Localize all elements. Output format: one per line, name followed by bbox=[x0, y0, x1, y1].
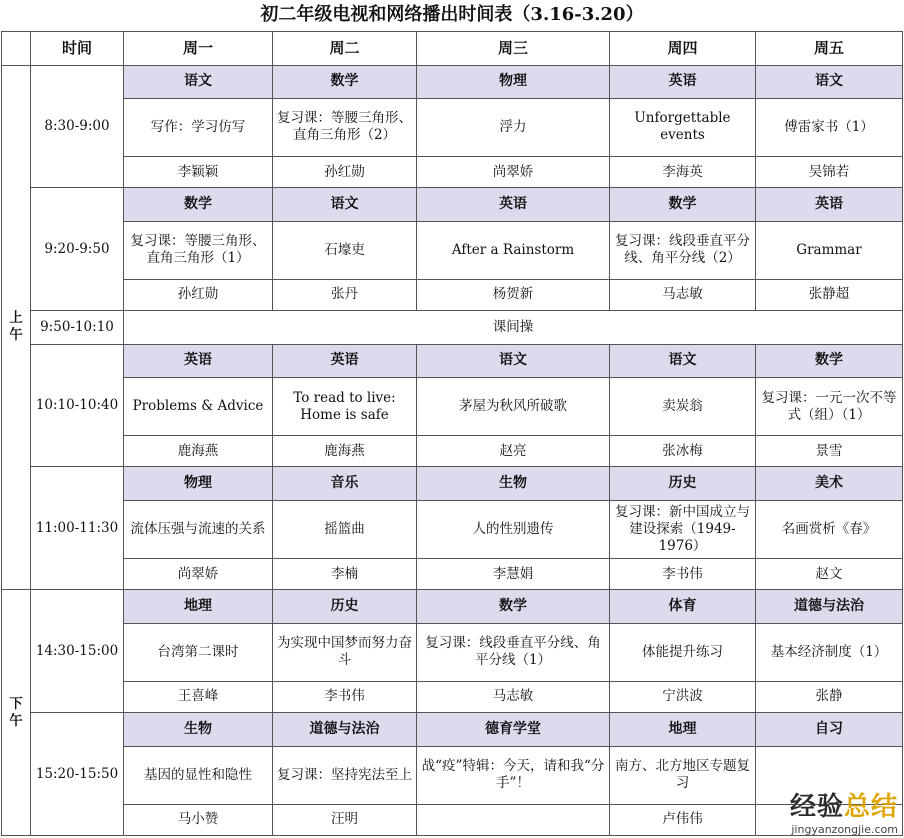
topic-cell: 石壕吏 bbox=[273, 221, 417, 279]
teacher-cell: 马志敏 bbox=[417, 681, 610, 712]
topic-row bbox=[2, 99, 903, 157]
teacher-cell: 李慧娟 bbox=[417, 558, 610, 589]
page-title: 初二年级电视和网络播出时间表（3.16-3.20） bbox=[260, 4, 644, 25]
subject-cell: 数学 bbox=[756, 344, 903, 378]
topic-cell: 茅屋为秋风所破歌 bbox=[417, 378, 610, 436]
teacher-row bbox=[2, 681, 903, 712]
teacher-cell: 吴锦若 bbox=[756, 156, 903, 187]
topic-cell: After a Rainstorm bbox=[417, 221, 610, 279]
subject-row bbox=[2, 590, 903, 624]
watermark-url: jingyanzongjie.com bbox=[791, 823, 898, 836]
subject-cell: 数学 bbox=[610, 188, 756, 222]
header-day: 周五 bbox=[756, 32, 903, 66]
topic-cell: 浮力 bbox=[417, 99, 610, 157]
topic-cell: 基本经济制度（1） bbox=[756, 623, 903, 681]
topic-cell: 基因的显性和隐性 bbox=[124, 746, 273, 804]
subject-cell: 英语 bbox=[124, 344, 273, 378]
subject-cell: 地理 bbox=[610, 713, 756, 747]
teacher-cell bbox=[417, 804, 610, 836]
subject-row bbox=[2, 713, 903, 747]
subject-cell: 英语 bbox=[756, 188, 903, 222]
topic-cell: 写作：学习仿写 bbox=[124, 99, 273, 157]
topic-cell: 复习课：线段垂直平分线、角平分线（2） bbox=[610, 221, 756, 279]
topic-cell: Grammar bbox=[756, 221, 903, 279]
subject-cell: 语文 bbox=[124, 65, 273, 99]
subject-cell: 道德与法治 bbox=[273, 713, 417, 747]
subject-cell: 数学 bbox=[124, 188, 273, 222]
teacher-cell: 张静 bbox=[756, 681, 903, 712]
subject-cell: 自习 bbox=[756, 713, 903, 747]
topic-cell: Unforgettable events bbox=[610, 99, 756, 157]
header-time: 时间 bbox=[31, 32, 124, 66]
subject-row bbox=[2, 467, 903, 501]
teacher-row bbox=[2, 436, 903, 467]
subject-cell: 语文 bbox=[756, 65, 903, 99]
time-slot: 8:30-9:00 bbox=[31, 65, 124, 188]
teacher-cell: 尚翠娇 bbox=[124, 558, 273, 589]
teacher-cell: 张丹 bbox=[273, 279, 417, 310]
break-row bbox=[2, 311, 903, 345]
topic-cell: 复习课：线段垂直平分线、角平分线（1） bbox=[417, 623, 610, 681]
teacher-cell: 鹿海燕 bbox=[124, 436, 273, 467]
teacher-cell: 赵文 bbox=[756, 558, 903, 589]
watermark-brand-a: 经验 bbox=[789, 792, 844, 822]
break-label: 课间操 bbox=[124, 311, 903, 345]
topic-cell: To read to live: Home is safe bbox=[273, 378, 417, 436]
topic-cell: 复习课：一元一次不等式（组）（1） bbox=[756, 378, 903, 436]
topic-cell: 卖炭翁 bbox=[610, 378, 756, 436]
topic-cell: 流体压强与流速的关系 bbox=[124, 500, 273, 558]
topic-cell: 复习课：等腰三角形、直角三角形（2） bbox=[273, 99, 417, 157]
subject-cell: 音乐 bbox=[273, 467, 417, 501]
topic-row bbox=[2, 500, 903, 558]
time-slot: 14:30-15:00 bbox=[31, 590, 124, 713]
teacher-row bbox=[2, 279, 903, 310]
teacher-cell: 李颖颖 bbox=[124, 156, 273, 187]
header-day: 周二 bbox=[273, 32, 417, 66]
break-time: 9:50-10:10 bbox=[31, 311, 124, 345]
header-day: 周四 bbox=[610, 32, 756, 66]
subject-cell: 生物 bbox=[417, 467, 610, 501]
topic-cell: 为实现中国梦而努力奋斗 bbox=[273, 623, 417, 681]
topic-row bbox=[2, 746, 903, 804]
teacher-cell: 杨贺新 bbox=[417, 279, 610, 310]
time-slot: 9:20-9:50 bbox=[31, 188, 124, 311]
teacher-cell: 马小赞 bbox=[124, 804, 273, 836]
teacher-cell: 李楠 bbox=[273, 558, 417, 589]
subject-cell: 语文 bbox=[273, 188, 417, 222]
subject-cell: 体育 bbox=[610, 590, 756, 624]
teacher-cell: 鹿海燕 bbox=[273, 436, 417, 467]
topic-cell: 傅雷家书（1） bbox=[756, 99, 903, 157]
topic-cell: 台湾第二课时 bbox=[124, 623, 273, 681]
subject-cell: 英语 bbox=[610, 65, 756, 99]
time-slot: 10:10-10:40 bbox=[31, 344, 124, 467]
watermark-brand-b: 总结 bbox=[843, 792, 898, 822]
topic-cell: 战“疫”特辑：今天，请和我“分手”！ bbox=[417, 746, 610, 804]
topic-cell: 摇篮曲 bbox=[273, 500, 417, 558]
teacher-cell: 李海英 bbox=[610, 156, 756, 187]
teacher-cell: 汪明 bbox=[273, 804, 417, 836]
topic-cell: 南方、北方地区专题复习 bbox=[610, 746, 756, 804]
corner-cell bbox=[2, 32, 31, 66]
subject-cell: 美术 bbox=[756, 467, 903, 501]
time-slot: 11:00-11:30 bbox=[31, 467, 124, 590]
teacher-row bbox=[2, 558, 903, 589]
subject-cell: 道德与法治 bbox=[756, 590, 903, 624]
topic-row bbox=[2, 221, 903, 279]
teacher-cell: 孙红勋 bbox=[273, 156, 417, 187]
teacher-cell: 李书伟 bbox=[273, 681, 417, 712]
subject-cell: 历史 bbox=[610, 467, 756, 501]
subject-cell: 物理 bbox=[417, 65, 610, 99]
time-slot: 15:20-15:50 bbox=[31, 713, 124, 836]
teacher-cell: 张冰梅 bbox=[610, 436, 756, 467]
subject-cell: 历史 bbox=[273, 590, 417, 624]
teacher-cell: 宁洪波 bbox=[610, 681, 756, 712]
watermark bbox=[790, 786, 898, 836]
subject-cell: 英语 bbox=[417, 188, 610, 222]
header-day: 周三 bbox=[417, 32, 610, 66]
teacher-cell: 王喜峰 bbox=[124, 681, 273, 712]
teacher-cell: 张静超 bbox=[756, 279, 903, 310]
header-row bbox=[2, 32, 903, 66]
teacher-cell: 马志敏 bbox=[610, 279, 756, 310]
schedule-table bbox=[1, 31, 903, 836]
subject-row bbox=[2, 344, 903, 378]
teacher-cell: 尚翠娇 bbox=[417, 156, 610, 187]
topic-cell: 人的性别遗传 bbox=[417, 500, 610, 558]
teacher-cell: 景雪 bbox=[756, 436, 903, 467]
period-label-morning: 上 午 bbox=[2, 65, 31, 590]
teacher-row bbox=[2, 156, 903, 187]
topic-row bbox=[2, 378, 903, 436]
subject-cell: 英语 bbox=[273, 344, 417, 378]
subject-cell: 物理 bbox=[124, 467, 273, 501]
period-label-afternoon: 下 午 bbox=[2, 590, 31, 836]
topic-cell: 复习课：坚持宪法至上 bbox=[273, 746, 417, 804]
subject-cell: 生物 bbox=[124, 713, 273, 747]
teacher-cell: 赵亮 bbox=[417, 436, 610, 467]
topic-cell: 体能提升练习 bbox=[610, 623, 756, 681]
topic-cell: 复习课：等腰三角形、直角三角形（1） bbox=[124, 221, 273, 279]
teacher-cell: 孙红勋 bbox=[124, 279, 273, 310]
header-day: 周一 bbox=[124, 32, 273, 66]
schedule-body bbox=[2, 32, 903, 836]
teacher-row bbox=[2, 804, 903, 836]
subject-row bbox=[2, 65, 903, 99]
topic-row bbox=[2, 623, 903, 681]
subject-cell: 数学 bbox=[273, 65, 417, 99]
teacher-cell: 卢伟伟 bbox=[610, 804, 756, 836]
topic-cell: Problems & Advice bbox=[124, 378, 273, 436]
topic-cell: 复习课：新中国成立与建设探索（1949-1976） bbox=[610, 500, 756, 558]
subject-row bbox=[2, 188, 903, 222]
topic-cell: 名画赏析《春》 bbox=[756, 500, 903, 558]
subject-cell: 德育学堂 bbox=[417, 713, 610, 747]
subject-cell: 语文 bbox=[610, 344, 756, 378]
subject-cell: 语文 bbox=[417, 344, 610, 378]
subject-cell: 地理 bbox=[124, 590, 273, 624]
subject-cell: 数学 bbox=[417, 590, 610, 624]
teacher-cell: 李书伟 bbox=[610, 558, 756, 589]
